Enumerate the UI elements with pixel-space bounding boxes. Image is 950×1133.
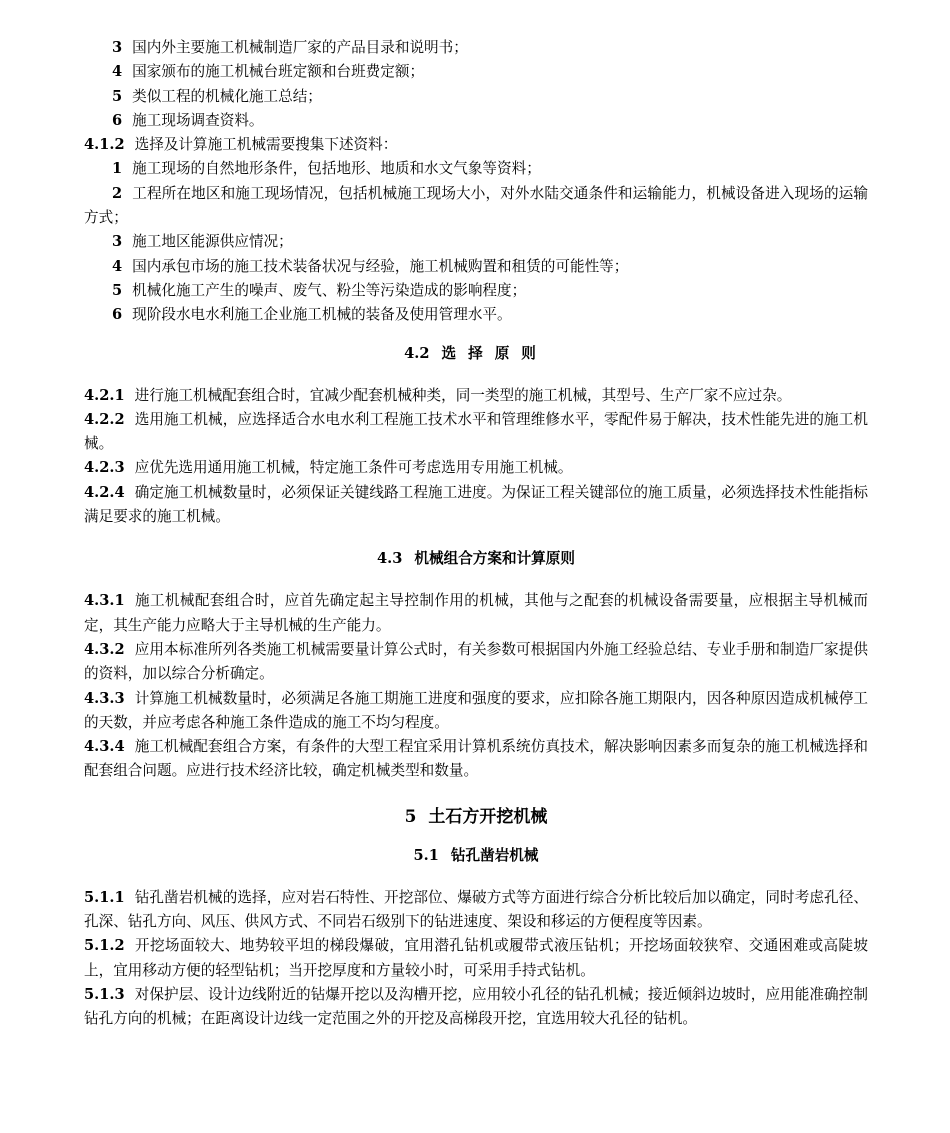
clause-number: 4.2.1	[84, 386, 125, 404]
section-heading-4-3	[84, 547, 868, 571]
clause-text: 应用本标准所列各类施工机械需要量计算公式时，有关参数可根据国内外施工经验总结、专业手册和制造厂家提供的资料，加以综合分析确定。	[84, 640, 868, 683]
item-text: 类似工程的机械化施工总结；	[132, 87, 322, 105]
clause-number: 4.1.2	[84, 136, 125, 154]
clause-4-3-3	[84, 687, 868, 736]
clause-text: 确定施工机械数量时，必须保证关键线路工程施工进度。为保证工程关键部位的施工质量，必须选择技术性能指标满足要求的施工机械。	[84, 483, 868, 526]
item-text: 施工现场的自然地形条件，包括地形、地质和水文气象等资料；	[132, 160, 541, 178]
section-title: 选择原则	[441, 344, 548, 362]
list-item	[84, 255, 868, 279]
clause-4-2-4	[84, 481, 868, 530]
clause-number: 4.3.4	[84, 738, 125, 756]
list-item	[84, 36, 868, 60]
section-number: 5.1	[413, 846, 439, 864]
clause-text: 应优先选用通用施工机械，特定施工条件可考虑选用专用施工机械。	[134, 459, 573, 477]
item-text: 施工地区能源供应情况；	[132, 233, 293, 251]
clause-text: 计算施工机械数量时，必须满足各施工期施工进度和强度的要求，应扣除各施工期限内，因各种原因造成机械停工的天数，并应考虑各种施工条件造成的施工不均匀程度。	[84, 689, 868, 731]
clause-5-1-2	[84, 934, 868, 983]
chapter-number: 5	[404, 806, 417, 827]
clause-number: 5.1.1	[84, 888, 125, 906]
item-text: 施工现场调查资料。	[132, 111, 264, 129]
clause-text: 施工机械配套组合时，应首先确定起主导控制作用的机械，其他与之配套的机械设备需要量，应根据主导机械而定，其生产能力应略大于主导机械的生产能力。	[84, 592, 868, 634]
item-number: 5	[112, 281, 123, 299]
clause-number: 5.1.3	[84, 985, 125, 1003]
clause-5-1-1	[84, 886, 868, 935]
clause-text: 开挖场面较大、地势较平坦的梯段爆破，宜用潜孔钻机或履带式液压钻机；开挖场面较狭窄、交通困难或高陡坡上，宜用移动方便的轻型钻机；当开挖厚度和方量较小时，可采用手持式钻机。	[84, 937, 868, 979]
clause-number: 5.1.2	[84, 937, 125, 955]
clause-text: 施工机械配套组合方案，有条件的大型工程宜采用计算机系统仿真技术，解决影响因素多而复杂的施工机械选择和配套组合问题。应进行技术经济比较，确定机械类型和数量。	[84, 738, 868, 780]
item-number: 1	[112, 160, 123, 178]
chapter-heading-5	[84, 804, 868, 830]
clause-5-1-3	[84, 983, 868, 1032]
item-text: 工程所在地区和施工现场情况，包括机械施工现场大小，对外水陆交通条件和运输能力，机械设备进入现场的运输方式；	[84, 184, 868, 227]
item-number: 4	[112, 63, 123, 81]
item-number: 4	[112, 257, 123, 275]
clause-4-3-1	[84, 589, 868, 638]
clause-text: 对保护层、设计边线附近的钻爆开挖以及沟槽开挖，应用较小孔径的钻孔机械；接近倾斜边坡时，应用能准确控制钻孔方向的机械；在距离设计边线一定范围之外的开挖及高梯段开挖，宜选用较大孔径的钻机。	[84, 985, 868, 1028]
list-item	[84, 303, 868, 327]
document-page	[84, 36, 868, 1032]
clause-4-3-2	[84, 638, 868, 687]
clause-text: 选择及计算施工机械需要搜集下述资料：	[134, 136, 398, 154]
list-item	[84, 279, 868, 303]
item-number: 5	[112, 87, 123, 105]
clause-4-2-2	[84, 408, 868, 457]
item-number: 3	[112, 39, 123, 56]
item-number: 2	[112, 184, 123, 202]
clause-number: 4.2.2	[84, 410, 125, 428]
clause-text: 选用施工机械，应选择适合水电水利工程施工技术水平和管理维修水平，零配件易于解决，技术性能先进的施工机械。	[84, 410, 868, 453]
list-item	[84, 230, 868, 254]
item-number: 6	[112, 111, 123, 129]
clause-number: 4.3.1	[84, 592, 125, 610]
section-title: 机械组合方案和计算原则	[414, 550, 575, 568]
clause-number: 4.2.4	[84, 483, 125, 501]
item-text: 国家颁布的施工机械台班定额和台班费定额；	[132, 63, 425, 81]
item-text: 现阶段水电水利施工企业施工机械的装备及使用管理水平。	[132, 306, 512, 324]
list-item	[84, 182, 868, 231]
section-heading-5-1	[84, 844, 868, 868]
section-number: 4.3	[377, 550, 403, 568]
clause-4-1-2	[84, 133, 868, 157]
section-title: 钻孔凿岩机械	[450, 846, 539, 864]
item-text: 国内承包市场的施工技术装备状况与经验，施工机械购置和租赁的可能性等；	[132, 257, 629, 275]
clause-4-2-3	[84, 456, 868, 480]
clause-text: 进行施工机械配套组合时，宜减少配套机械种类，同一类型的施工机械，其型号、生产厂家不应过杂。	[134, 386, 792, 404]
clause-number: 4.2.3	[84, 459, 125, 477]
list-item	[84, 157, 868, 181]
item-text: 国内外主要施工机械制造厂家的产品目录和说明书；	[132, 39, 468, 56]
list-item	[84, 60, 868, 84]
item-number: 3	[112, 233, 123, 251]
clause-number: 4.3.3	[84, 689, 125, 707]
clause-text: 钻孔凿岩机械的选择，应对岩石特性、开挖部位、爆破方式等方面进行综合分析比较后加以确定，同时考虑孔径、孔深、钻孔方向、风压、供风方式、不同岩石级别下的钻进速度、架设和移运的方便程度等因素。	[84, 888, 868, 931]
clause-4-2-1	[84, 384, 868, 408]
section-number: 4.2	[404, 344, 430, 362]
section-heading-4-2	[84, 342, 868, 366]
item-text: 机械化施工产生的噪声、废气、粉尘等污染造成的影响程度；	[132, 281, 527, 299]
clause-number: 4.3.2	[84, 640, 125, 658]
list-item	[84, 109, 868, 133]
list-item	[84, 85, 868, 109]
chapter-title: 土石方开挖机械	[428, 806, 548, 827]
item-number: 6	[112, 306, 123, 324]
clause-4-3-4	[84, 735, 868, 784]
